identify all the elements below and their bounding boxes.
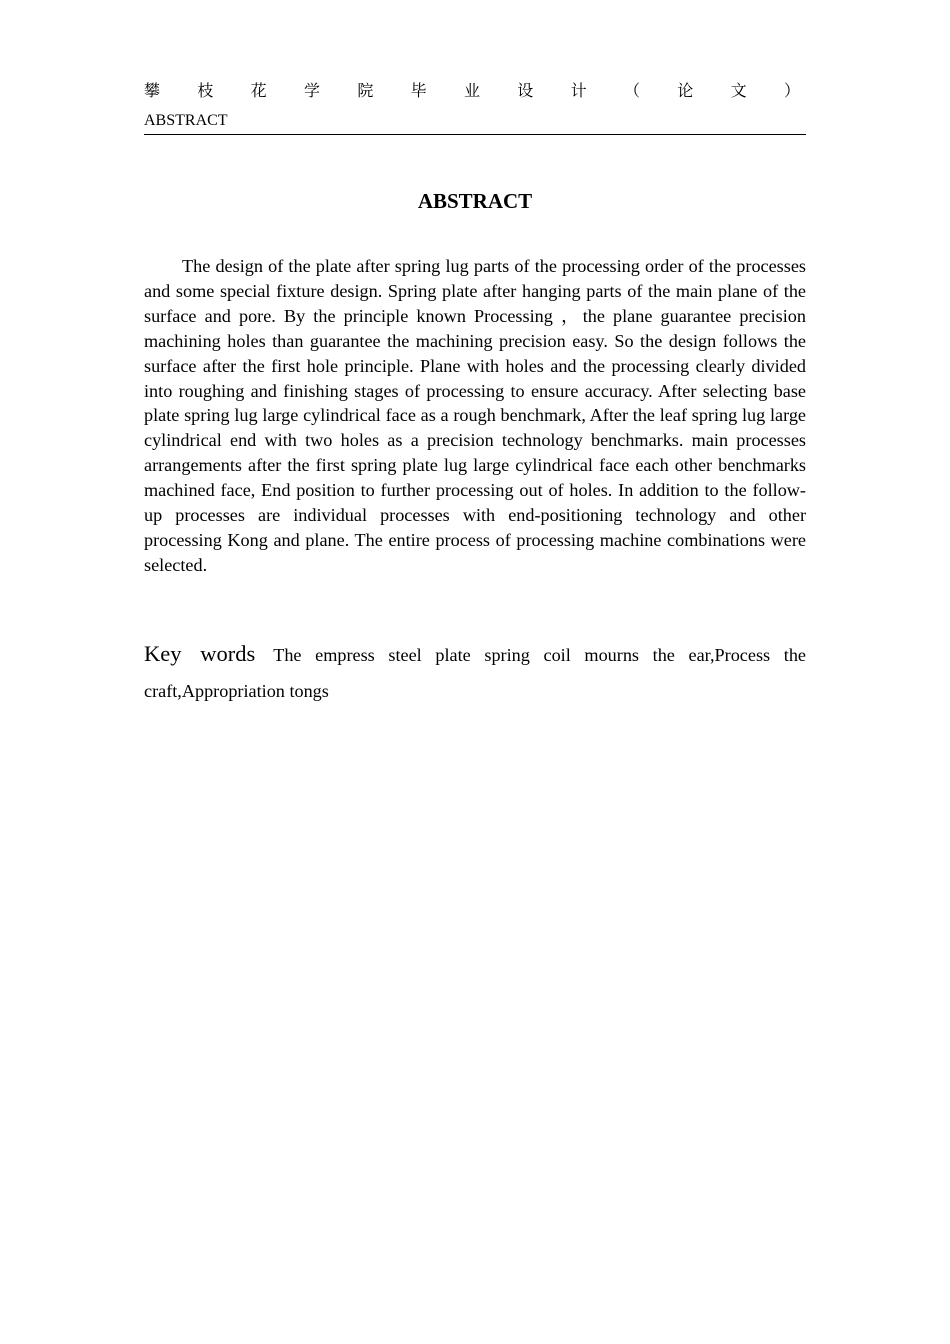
keywords-label: Key words xyxy=(144,641,256,666)
header-char: 毕 xyxy=(410,81,427,100)
header-char: 攀 xyxy=(144,81,161,100)
header-char: 院 xyxy=(357,81,374,100)
abstract-title: ABSTRACT xyxy=(417,189,533,213)
header-char: ） xyxy=(783,81,800,100)
header-char: 学 xyxy=(303,81,320,100)
header-school-thesis-title xyxy=(144,78,800,104)
keywords-text: The empress steel plate spring coil mourns the ear,Process the craft,Appropriation tongs xyxy=(144,645,806,701)
header-char: 计 xyxy=(570,81,587,100)
header-char: 业 xyxy=(463,81,480,100)
header-section-label: ABSTRACT xyxy=(144,112,228,129)
header-char: 设 xyxy=(517,81,534,100)
header-char: 花 xyxy=(250,81,267,100)
header-char: （ xyxy=(623,81,640,100)
header-char: 文 xyxy=(730,81,747,100)
header-char: 论 xyxy=(677,81,694,100)
page-header xyxy=(144,78,806,135)
header-char: 枝 xyxy=(197,81,214,100)
abstract-paragraph: The design of the plate after spring lug parts of the processing order of the processes and some special fixture design. Spring plate after hanging parts of the main plane of the surface and pore. By the principle known Processing ，the plane guarantee precision machining holes than guarantee the machining precision easy. So the design follows the surface after the first hole principle. Plane with holes and the processing clearly divided into roughing and finishing stages of processing to ensure accuracy. After selecting base plate spring lug large cylindrical face as a rough benchmark, After the leaf spring lug large cylindrical end with two holes as a precision technology benchmarks. main processes arrangements after the first spring plate lug large cylindrical face each other benchmarks machined face, End position to further processing out of holes. In addition to the follow-up processes are individual processes with end-positioning technology and other processing Kong and plane. The entire process of processing machine combinations were selected. xyxy=(144,256,806,575)
keywords-line xyxy=(144,636,806,709)
